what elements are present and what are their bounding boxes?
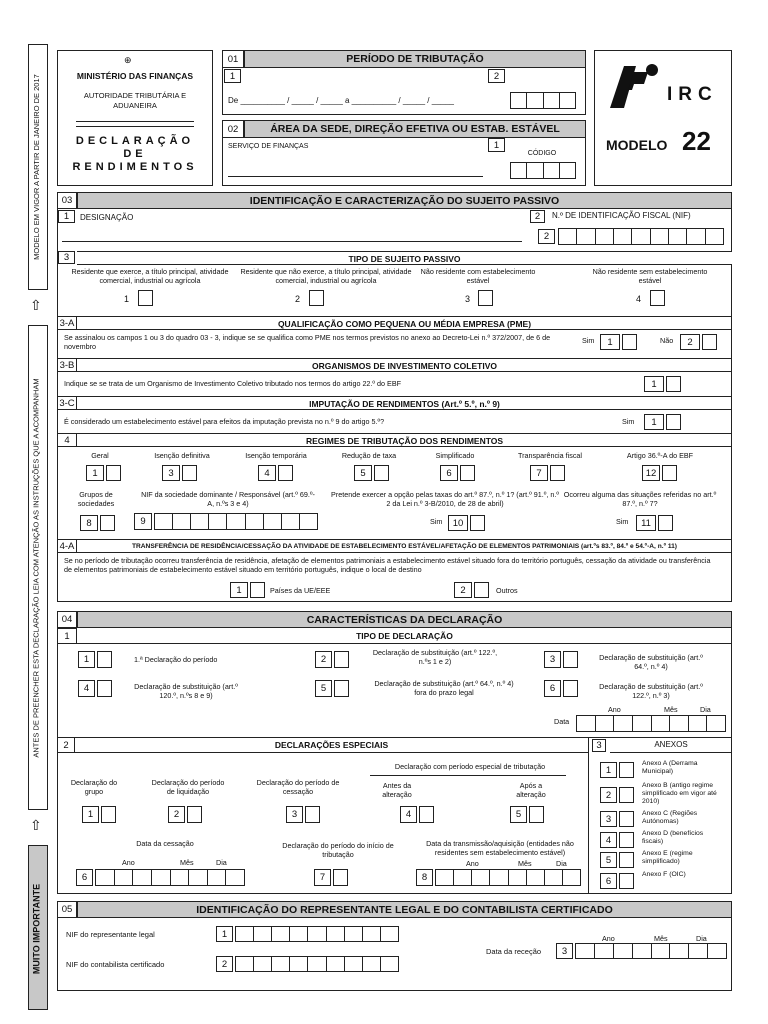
nif-dominante-num: 9 [134,513,152,530]
tipo-decl-2-text: Declaração de substituição (art.º 122.º, n.ºs 1 e 2) [372,648,498,666]
regime-transparencia-checkbox[interactable] [550,465,565,481]
anexos-title [610,737,732,753]
tipo-opt-4-checkbox[interactable] [650,290,665,306]
nif-cont-label: NIF do contabilista certificado [66,960,165,969]
tipo-declaracao-title [77,628,732,644]
pretende-num: 10 [448,515,468,531]
q04-title: CARACTERÍSTICAS DA DECLARAÇÃO [77,611,732,628]
data-rececao-num: 3 [556,943,573,959]
regime-transparencia-label: Transparência fiscal [517,451,583,460]
esp-antes-checkbox[interactable] [419,806,434,823]
q4a-number: 4-A [57,539,77,553]
tipo-opt-1-text: Residente que exerce, a título principal, atividade comercial, industrial ou agrícola [71,267,229,285]
year-input[interactable] [510,92,576,109]
data-cessacao-num: 6 [76,869,93,886]
arrow-up-icon: ⇧ [30,297,42,313]
divider [76,126,194,127]
inicio-checkbox[interactable] [333,869,348,886]
regime-geral-checkbox[interactable] [106,465,121,481]
esp-antes-num: 4 [400,806,417,823]
sidebar-middle-text: ANTES DE PREENCHER ESTA DECLARAÇÃO LEIA COM ATENÇÃO AS INSTRUÇÕES QUE A ACOMPANHAM [31,378,41,758]
q02-field-1: 1 [488,138,505,152]
q3a-sim-num: 1 [600,334,620,350]
anexo-f-text: Anexo F (OIC) [642,871,686,878]
nif-dominante-input[interactable] [154,513,318,530]
tipo-decl-4-text: Declaração de substituição (art.º 120.º, n.ºs 8 e 9) [134,682,238,700]
ministry-box [57,50,213,186]
especiais-title-text: DECLARAÇÕES ESPECIAIS [274,740,389,750]
tipo-decl-4-checkbox[interactable] [97,680,112,697]
q04-field-3: 3 [592,739,606,752]
regime-simplificado-label: Simplificado [435,451,475,460]
data-cessacao-label: Data da cessação [136,839,194,848]
doc-title-2: DE [123,148,147,160]
tipo-decl-6-num: 6 [544,680,561,697]
q3b-checkbox[interactable] [666,376,681,392]
tipo-decl-1-checkbox[interactable] [97,651,112,668]
especiais-title [75,737,588,753]
tipo-opt-3-checkbox[interactable] [478,290,493,306]
anexo-a-text: Anexo A (Derrama Municipal) [642,760,698,775]
tipo-opt-4-num: 4 [636,294,642,304]
sidebar-bottom-text: MUITO IMPORTANTE [31,883,42,975]
q4a-text: Se no período de tributação ocorreu transferência de residência, afetação de elementos patrimoniais a estabelecimento estável situado fora do território português, cessação da atividade ou transferência de elementos patrimoniais de estabelecimento estável situado em território português, indique o local de destino [64,556,711,574]
transmissao-label: Data da transmissão/aquisição (entidades não residentes sem estabelecimento estável) [426,839,574,857]
q04-number: 04 [57,611,77,628]
anexo-e-num: 5 [600,852,617,868]
q3a-number: 3-A [57,316,77,330]
q3a-title [77,316,732,330]
tipo-sujeito-title [77,251,732,265]
esp-liquidacao-num: 2 [168,806,185,823]
tipo-decl-1-num: 1 [78,651,95,668]
regime-geral-num: 1 [86,465,104,481]
tipo-decl-5-checkbox[interactable] [334,680,349,697]
q3a-nao-label: Não [660,336,674,345]
regime-36a-checkbox[interactable] [662,465,677,481]
inicio-label: Declaração do período do início de tributação [282,841,394,859]
q3c-sim-checkbox[interactable] [666,414,681,430]
esp-apos-num: 5 [510,806,527,823]
pretende-sim-label: Sim [430,517,443,526]
tipo-decl-4-num: 4 [78,680,95,697]
nif-cont-input[interactable] [235,956,399,972]
tipo-decl-6-text: Declaração de substituição (art.º 122.º, n.º 3) [599,682,703,700]
q3b-number: 3-B [57,358,77,372]
q01-number: 01 [222,50,244,68]
q03-number: 03 [57,192,77,209]
q01-field-1: 1 [224,69,241,83]
q03-field-1: 1 [58,210,75,223]
servico-financas-label: SERVIÇO DE FINANÇAS [228,143,309,150]
sidebar-middle-box [28,325,48,810]
regime-reducao-label: Redução de taxa [341,451,397,460]
anexo-b-checkbox[interactable] [619,787,634,803]
anexo-f-num: 6 [600,873,617,889]
ocorreu-checkbox[interactable] [658,515,673,531]
esp-grupo-checkbox[interactable] [101,806,116,823]
q3b-num: 1 [644,376,664,392]
servico-financas-line[interactable] [228,176,483,177]
esp-antes-label: Antes da alteração [382,781,412,799]
data-substituicao-input[interactable] [576,715,726,732]
codigo-input[interactable] [510,162,576,179]
regime-isencao-temp-label: Isenção temporária [245,451,307,460]
outros-num: 2 [454,582,472,598]
anexo-e-text: Anexo E (regime simplificado) [642,850,693,865]
q3c-sim-num: 1 [644,414,664,430]
q05-title: IDENTIFICAÇÃO DO REPRESENTANTE LEGAL E DO CONTABILISTA CERTIFICADO [77,901,732,918]
q01-field-2: 2 [488,69,505,83]
q03-field-3: 3 [58,251,75,264]
data-label: Data [554,717,570,726]
esp-cessacao-label: Declaração do período de cessação [256,778,340,796]
esp-cessacao-num: 3 [286,806,303,823]
anexo-d-checkbox[interactable] [619,832,634,848]
q3a-nao-checkbox[interactable] [702,334,717,350]
regime-isencao-temp-num: 4 [258,465,276,481]
tipo-decl-2-num: 2 [315,651,332,668]
grupos-num: 8 [80,515,98,531]
arrow-up-icon: ⇧ [30,817,42,833]
q3a-title-text: QUALIFICAÇÃO COMO PEQUENA OU MÉDIA EMPRESA (PME) [277,319,532,329]
paises-num: 1 [230,582,248,598]
q02-title: ÁREA DA SEDE, DIREÇÃO EFETIVA OU ESTAB. ESTÁVEL [244,120,586,138]
coat-of-arms-icon: ⊕ [124,55,132,65]
anexo-a-num: 1 [600,762,617,778]
q3a-text: Se assinalou os campos 1 ou 3 do quadro 03 - 3, indique se se qualifica como PME nos termos previstos no anexo ao Decreto-Lei n.º 372/2007, de 6 de novembro [64,333,551,351]
codigo-label: CÓDIGO [527,150,557,157]
transmissao-dia-label: Dia [556,859,567,868]
q3a-sim-checkbox[interactable] [622,334,637,350]
data-ano-label: Ano [608,705,621,714]
grupos-label: Grupos de sociedades [77,490,115,508]
tipo-opt-3-num: 3 [465,294,471,304]
anexo-e-checkbox[interactable] [619,852,634,868]
nif-label: N.º DE IDENTIFICAÇÃO FISCAL (NIF) [552,211,691,220]
cessacao-dia-label: Dia [216,858,227,867]
periodo-especial-line [370,775,566,776]
tipo-opt-2-text: Residente que não exerce, a título principal, atividade comercial, industrial ou agrícola [240,267,412,285]
q4-title-text: REGIMES DE TRIBUTAÇÃO DOS RENDIMENTOS [305,436,504,446]
anexo-c-num: 3 [600,811,617,827]
transmissao-ano-label: Ano [466,859,479,868]
tipo-opt-3-text: Não residente com estabelecimento estável [420,267,536,285]
anexos-title-text: ANEXOS [654,740,688,749]
anexo-f-checkbox[interactable] [619,873,634,889]
regime-geral-label: Geral [91,451,109,460]
divider [76,121,194,122]
data-cessacao-input[interactable] [95,869,245,886]
doc-title-3: RENDIMENTOS [72,161,198,173]
regime-transparencia-num: 7 [530,465,548,481]
nif-field-num: 2 [538,229,555,244]
tipo-declaracao-text: TIPO DE DECLARAÇÃO [356,631,453,641]
anexo-c-text: Anexo C (Regiões Autónomas) [642,810,698,825]
q3a-sim-label: Sim [582,336,595,345]
anexos-column-divider [588,737,589,894]
anexo-d-num: 4 [600,832,617,848]
grupos-checkbox[interactable] [100,515,115,531]
paises-label: Países da UE/EEE [270,586,331,595]
regime-simplificado-checkbox[interactable] [460,465,475,481]
sidebar-top-text: MODELO EM VIGOR A PARTIR DE JANEIRO DE 2017 [32,74,41,260]
tipo-decl-1-text: 1.ª Declaração do período [134,655,218,664]
period-dates: De __________ / _____ / _____ a __________ / _____ / _____ [228,96,454,105]
q4-number: 4 [57,433,77,447]
data-rececao-input[interactable] [575,943,727,959]
q4-title [77,433,732,447]
q3a-nao-num: 2 [680,334,700,350]
regime-isencao-temp-checkbox[interactable] [278,465,293,481]
q04-field-2: 2 [57,737,75,753]
data-dia-label: Dia [700,705,711,714]
rececao-dia-label: Dia [696,934,707,943]
q03-title: IDENTIFICAÇÃO E CARACTERIZAÇÃO DO SUJEITO PASSIVO [77,192,732,209]
q3c-title-text: IMPUTAÇÃO DE RENDIMENTOS (Art.º 5.º, n.º 9) [309,399,500,409]
modelo-label: MODELO [606,137,668,153]
data-rececao-label: Data da receção [486,947,542,956]
q3c-title [77,396,732,410]
q02-number: 02 [222,120,244,138]
cessacao-ano-label: Ano [122,858,135,867]
q01-title: PERÍODO DE TRIBUTAÇÃO [244,50,586,68]
outros-label: Outros [496,586,518,595]
tipo-decl-5-text: Declaração de substituição (art.º 64.º, n.º 4) fora do prazo legal [374,679,514,697]
designacao-label: DESIGNAÇÃO [80,213,134,222]
tipo-decl-5-num: 5 [315,680,332,697]
anexo-b-text: Anexo B (antigo regime simplificado em vigor até 2010) [642,782,717,805]
tax-authority: AUTORIDADE TRIBUTÁRIA E ADUANEIRA [83,91,187,110]
q03-field-2: 2 [530,210,545,223]
tipo-decl-2-checkbox[interactable] [334,651,349,668]
transmissao-mes-label: Mês [518,859,532,868]
tipo-opt-1-checkbox[interactable] [138,290,153,306]
anexo-a-checkbox[interactable] [619,762,634,778]
data-mes-label: Mês [664,705,678,714]
sidebar-bottom-box [28,845,48,1010]
regime-reducao-num: 5 [354,465,372,481]
regime-isencao-def-label: Isenção definitiva [154,451,210,460]
tipo-opt-4-text: Não residente sem estabelecimento estável [592,267,708,285]
rececao-mes-label: Mês [654,934,668,943]
q3c-number: 3-C [57,396,77,410]
sidebar-top-box [28,44,48,290]
esp-liquidacao-checkbox[interactable] [187,806,202,823]
q3b-title-text: ORGANISMOS DE INVESTIMENTO COLETIVO [312,361,497,371]
regime-isencao-def-num: 3 [162,465,180,481]
cessacao-mes-label: Mês [180,858,194,867]
nif-dominante-label: NIF da sociedade dominante / Responsável (art.º 69.º-A, n.ºs 3 e 4) [141,490,315,508]
q05-number: 05 [57,901,77,918]
periodo-especial-label: Declaração com período especial de tributação [394,762,546,771]
anexo-b-num: 2 [600,787,617,803]
tipo-decl-6-checkbox[interactable] [563,680,578,697]
q4a-title [77,539,732,553]
esp-cessacao-checkbox[interactable] [305,806,320,823]
inicio-num: 7 [314,869,331,886]
anexo-c-checkbox[interactable] [619,811,634,827]
tipo-decl-3-num: 3 [544,651,561,668]
nif-rep-label: NIF do representante legal [66,930,155,939]
regime-simplificado-num: 6 [440,465,458,481]
tipo-sujeito-text: TIPO DE SUJEITO PASSIVO [348,254,461,264]
ocorreu-num: 11 [636,515,656,531]
rececao-ano-label: Ano [602,934,615,943]
ocorreu-sim-label: Sim [616,517,629,526]
q3c-sim-label: Sim [622,417,635,426]
pretende-checkbox[interactable] [470,515,485,531]
nif-input[interactable] [558,228,724,245]
nif-rep-input[interactable] [235,926,399,942]
tipo-decl-3-text: Declaração de substituição (art.º 64.º, n.º 4) [599,653,703,671]
ocorreu-label: Ocorreu alguma das situações referidas no art.º 87.º, n.º 7? [563,490,717,508]
paises-checkbox[interactable] [250,582,265,598]
ministry-name: MINISTÉRIO DAS FINANÇAS [76,71,194,81]
doc-title-1: DECLARAÇÃO [75,135,195,147]
outros-checkbox[interactable] [474,582,489,598]
regime-reducao-checkbox[interactable] [374,465,389,481]
at-logo-icon [604,64,660,108]
tipo-opt-2-num: 2 [295,294,301,304]
tipo-opt-2-checkbox[interactable] [309,290,324,306]
q3c-text: É considerado um estabelecimento estável para efeitos da imputação prevista no n.º 9 do artigo 5.º? [64,417,385,426]
pretende-label: Pretende exercer a opção pelas taxas do art.º 87.º, n.º 1? (art.º 91.º, n.º 2 da Lei n.º 3-B/2010, de 28 de abril) [331,490,559,508]
esp-grupo-label: Declaração do grupo [70,778,118,796]
regime-isencao-def-checkbox[interactable] [182,465,197,481]
regime-36a-label: Artigo 36.º-A do EBF [626,451,694,460]
esp-apos-checkbox[interactable] [529,806,544,823]
transmissao-input[interactable] [435,869,581,886]
designacao-line[interactable] [62,241,522,242]
tipo-decl-3-checkbox[interactable] [563,651,578,668]
irc-label: IRC [667,84,718,105]
transmissao-num: 8 [416,869,433,886]
nif-cont-num: 2 [216,956,233,972]
regime-36a-num: 12 [642,465,660,481]
esp-apos-label: Após a alteração [516,781,546,799]
q3b-title [77,358,732,372]
q3b-text: Indique se se trata de um Organismo de Investimento Coletivo tributado nos termos do artigo 22.º do EBF [64,379,402,388]
esp-grupo-num: 1 [82,806,99,823]
anexo-d-text: Anexo D (benefícios fiscais) [642,830,704,845]
nif-rep-num: 1 [216,926,233,942]
q4a-title-text: TRANSFERÊNCIA DE RESIDÊNCIA/CESSAÇÃO DA ATIVIDADE DE ESTABELECIMENTO ESTÁVEL/AFETAÇÃO DE ELEMENTOS PATRIMONIAIS (art.ºs 83.º, 84.º e 54.º-A, n.º 11) [132,543,677,550]
modelo-number: 22 [682,126,711,156]
tipo-opt-1-num: 1 [124,294,130,304]
q04-field-1: 1 [57,628,77,644]
esp-liquidacao-label: Declaração do período de liquidação [151,778,225,796]
